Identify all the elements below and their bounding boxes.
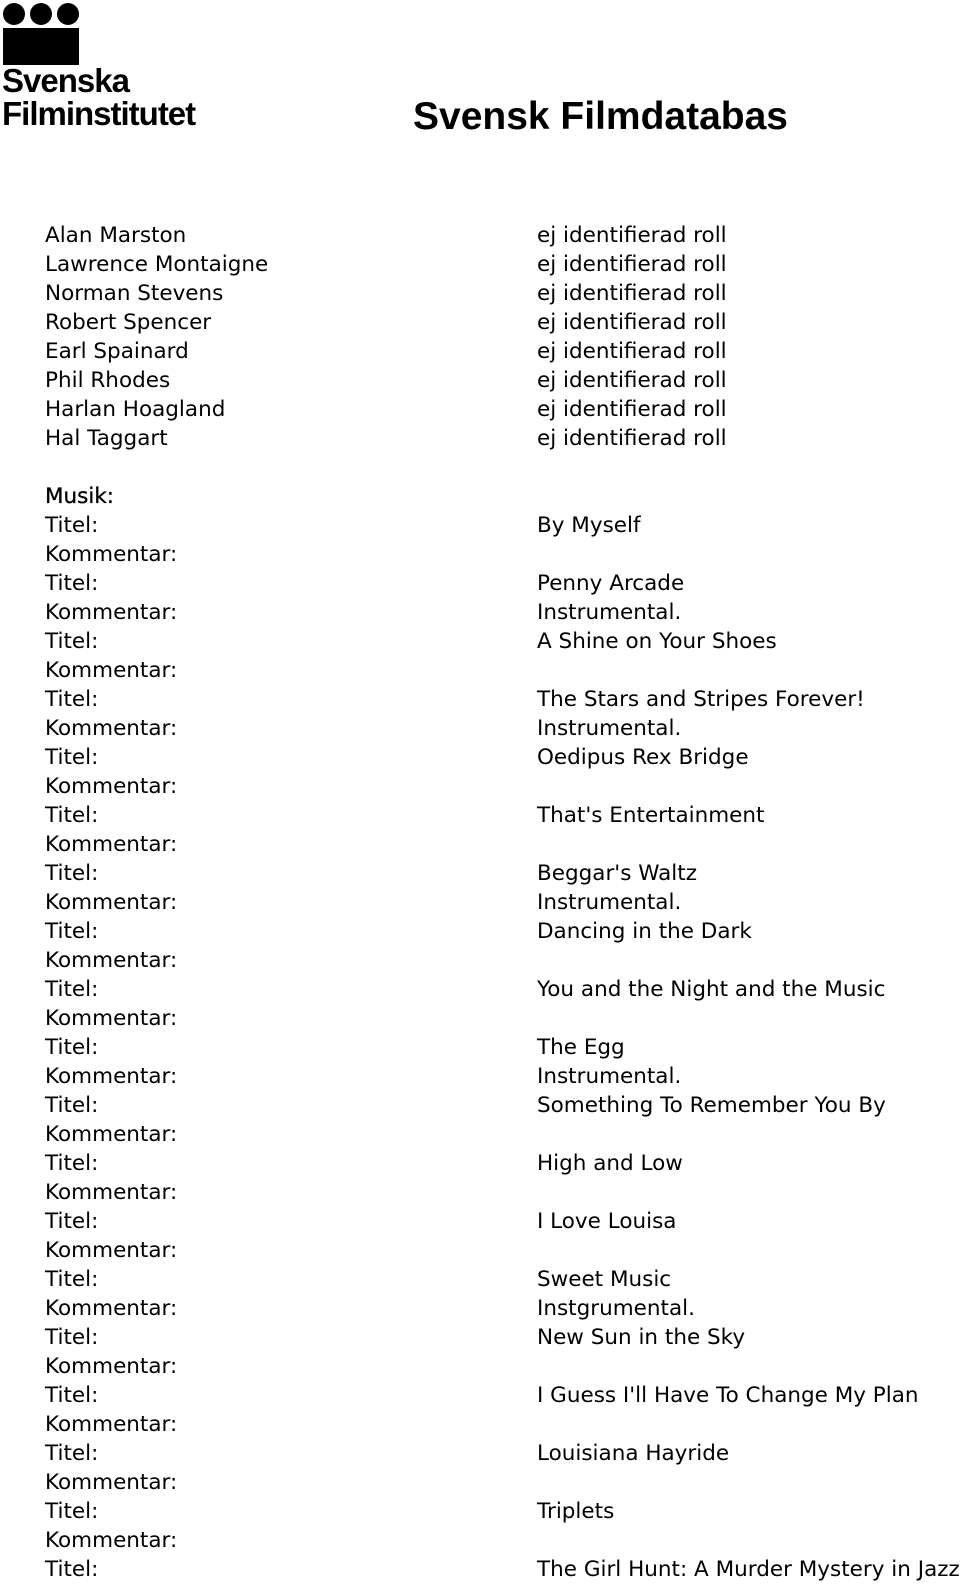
title-label: Titel: bbox=[45, 687, 99, 712]
music-title-row bbox=[45, 685, 955, 714]
actor-name: Harlan Hoagland bbox=[45, 397, 226, 422]
comment-label: Kommentar: bbox=[45, 1006, 178, 1031]
logo-dot bbox=[57, 3, 79, 25]
role-name: ej identifierad roll bbox=[537, 339, 727, 364]
title-label: Titel: bbox=[45, 1093, 99, 1118]
music-comment-row bbox=[45, 1294, 955, 1323]
music-title-row bbox=[45, 1381, 955, 1410]
cast-row bbox=[45, 308, 955, 337]
music-title-row bbox=[45, 1555, 960, 1584]
music-title-row bbox=[45, 1265, 955, 1294]
page-title: Svensk Filmdatabas bbox=[413, 95, 788, 138]
title-label: Titel: bbox=[45, 919, 99, 944]
title-label: Titel: bbox=[45, 1499, 99, 1524]
comment-label: Kommentar: bbox=[45, 1238, 178, 1263]
music-title-row bbox=[45, 569, 955, 598]
actor-name: Norman Stevens bbox=[45, 281, 224, 306]
song-title: That's Entertainment bbox=[537, 803, 765, 828]
title-label: Titel: bbox=[45, 745, 99, 770]
role-name: ej identifierad roll bbox=[537, 223, 727, 248]
role-name: ej identifierad roll bbox=[537, 368, 727, 393]
song-title: A Shine on Your Shoes bbox=[537, 629, 777, 654]
music-comment-row bbox=[45, 714, 955, 743]
music-title-row bbox=[45, 511, 955, 540]
title-label: Titel: bbox=[45, 803, 99, 828]
song-comment: Instrumental. bbox=[537, 600, 682, 625]
actor-name: Robert Spencer bbox=[45, 310, 212, 335]
music-comment-row bbox=[45, 598, 955, 627]
comment-label: Kommentar: bbox=[45, 1122, 178, 1147]
cast-row bbox=[45, 395, 955, 424]
title-label: Titel: bbox=[45, 1557, 99, 1582]
title-label: Titel: bbox=[45, 1151, 99, 1176]
song-title: You and the Night and the Music bbox=[537, 977, 886, 1002]
music-comment-row bbox=[45, 772, 955, 801]
actor-name: Earl Spainard bbox=[45, 339, 189, 364]
comment-label: Kommentar: bbox=[45, 1354, 178, 1379]
song-title: High and Low bbox=[537, 1151, 683, 1176]
song-title: The Stars and Stripes Forever! bbox=[537, 687, 865, 712]
music-title-row bbox=[45, 859, 955, 888]
music-comment-row bbox=[45, 946, 955, 975]
cast-row bbox=[45, 366, 955, 395]
music-title-row bbox=[45, 1033, 955, 1062]
music-comment-row bbox=[45, 1062, 955, 1091]
logo-dot bbox=[3, 3, 25, 25]
logo-line-1: Svenska bbox=[2, 62, 129, 99]
song-title: I Love Louisa bbox=[537, 1209, 677, 1234]
music-title-row bbox=[45, 917, 955, 946]
role-name: ej identifierad roll bbox=[537, 426, 727, 451]
music-comment-row bbox=[45, 656, 955, 685]
actor-name: Lawrence Montaigne bbox=[45, 252, 269, 277]
cast-row bbox=[45, 250, 955, 279]
title-label: Titel: bbox=[45, 861, 99, 886]
logo-bar bbox=[3, 28, 79, 65]
song-title: The Girl Hunt: A Murder Mystery in Jazz bbox=[537, 1557, 960, 1582]
music-title-row bbox=[45, 1323, 955, 1352]
song-title: I Guess I'll Have To Change My Plan bbox=[537, 1383, 919, 1408]
comment-label: Kommentar: bbox=[45, 948, 178, 973]
song-comment: Instrumental. bbox=[537, 1064, 682, 1089]
song-title: Triplets bbox=[537, 1499, 615, 1524]
song-title: The Egg bbox=[537, 1035, 625, 1060]
music-comment-row bbox=[45, 1236, 955, 1265]
logo-line-2: Filminstitutet bbox=[2, 95, 196, 132]
comment-label: Kommentar: bbox=[45, 542, 178, 567]
title-label: Titel: bbox=[45, 571, 99, 596]
song-title: New Sun in the Sky bbox=[537, 1325, 746, 1350]
comment-label: Kommentar: bbox=[45, 1528, 178, 1553]
song-title: By Myself bbox=[537, 513, 641, 538]
cast-row bbox=[45, 221, 955, 250]
svenska-filminstitutet-logo bbox=[2, 0, 214, 135]
title-label: Titel: bbox=[45, 1209, 99, 1234]
comment-label: Kommentar: bbox=[45, 1064, 178, 1089]
cast-row bbox=[45, 424, 955, 453]
cast-row bbox=[45, 279, 955, 308]
comment-label: Kommentar: bbox=[45, 716, 178, 741]
cast-row bbox=[45, 337, 955, 366]
music-comment-row bbox=[45, 540, 955, 569]
title-label: Titel: bbox=[45, 1035, 99, 1060]
music-comment-row bbox=[45, 1120, 955, 1149]
comment-label: Kommentar: bbox=[45, 774, 178, 799]
title-label: Titel: bbox=[45, 629, 99, 654]
music-title-row bbox=[45, 1439, 955, 1468]
title-label: Titel: bbox=[45, 1325, 99, 1350]
song-comment: Instrumental. bbox=[537, 890, 682, 915]
logo-wordmark bbox=[2, 64, 195, 130]
music-comment-row bbox=[45, 1352, 955, 1381]
music-comment-row bbox=[45, 1468, 955, 1497]
comment-label: Kommentar: bbox=[45, 600, 178, 625]
title-label: Titel: bbox=[45, 977, 99, 1002]
music-title-row bbox=[45, 743, 955, 772]
actor-name: Phil Rhodes bbox=[45, 368, 171, 393]
music-list bbox=[45, 511, 960, 1584]
song-title: Beggar's Waltz bbox=[537, 861, 697, 886]
comment-label: Kommentar: bbox=[45, 1470, 178, 1495]
music-title-row bbox=[45, 627, 955, 656]
title-label: Titel: bbox=[45, 513, 99, 538]
music-heading: Musik: bbox=[45, 484, 115, 509]
song-comment: Instgrumental. bbox=[537, 1296, 695, 1321]
music-title-row bbox=[45, 1497, 955, 1526]
logo-dot bbox=[30, 3, 52, 25]
music-title-row bbox=[45, 1091, 955, 1120]
music-comment-row bbox=[45, 1178, 955, 1207]
music-title-row bbox=[45, 975, 955, 1004]
song-title: Dancing in the Dark bbox=[537, 919, 752, 944]
music-title-row bbox=[45, 801, 955, 830]
comment-label: Kommentar: bbox=[45, 1180, 178, 1205]
section-spacer bbox=[45, 453, 955, 482]
music-comment-row bbox=[45, 1004, 955, 1033]
song-comment: Instrumental. bbox=[537, 716, 682, 741]
film-record bbox=[45, 221, 960, 1584]
song-title: Louisiana Hayride bbox=[537, 1441, 730, 1466]
title-label: Titel: bbox=[45, 1441, 99, 1466]
actor-name: Alan Marston bbox=[45, 223, 187, 248]
music-comment-row bbox=[45, 830, 955, 859]
music-title-row bbox=[45, 1207, 955, 1236]
role-name: ej identifierad roll bbox=[537, 310, 727, 335]
song-title: Sweet Music bbox=[537, 1267, 672, 1292]
music-comment-row bbox=[45, 1410, 955, 1439]
song-title: Oedipus Rex Bridge bbox=[537, 745, 749, 770]
comment-label: Kommentar: bbox=[45, 890, 178, 915]
song-title: Something To Remember You By bbox=[537, 1093, 886, 1118]
role-name: ej identifierad roll bbox=[537, 281, 727, 306]
music-comment-row bbox=[45, 888, 955, 917]
song-title: Penny Arcade bbox=[537, 571, 685, 596]
comment-label: Kommentar: bbox=[45, 658, 178, 683]
music-title-row bbox=[45, 1149, 955, 1178]
title-label: Titel: bbox=[45, 1383, 99, 1408]
comment-label: Kommentar: bbox=[45, 832, 178, 857]
role-name: ej identifierad roll bbox=[537, 252, 727, 277]
comment-label: Kommentar: bbox=[45, 1296, 178, 1321]
music-comment-row bbox=[45, 1526, 955, 1555]
actor-name: Hal Taggart bbox=[45, 426, 168, 451]
cast-list bbox=[45, 221, 955, 453]
title-label: Titel: bbox=[45, 1267, 99, 1292]
role-name: ej identifierad roll bbox=[537, 397, 727, 422]
comment-label: Kommentar: bbox=[45, 1412, 178, 1437]
